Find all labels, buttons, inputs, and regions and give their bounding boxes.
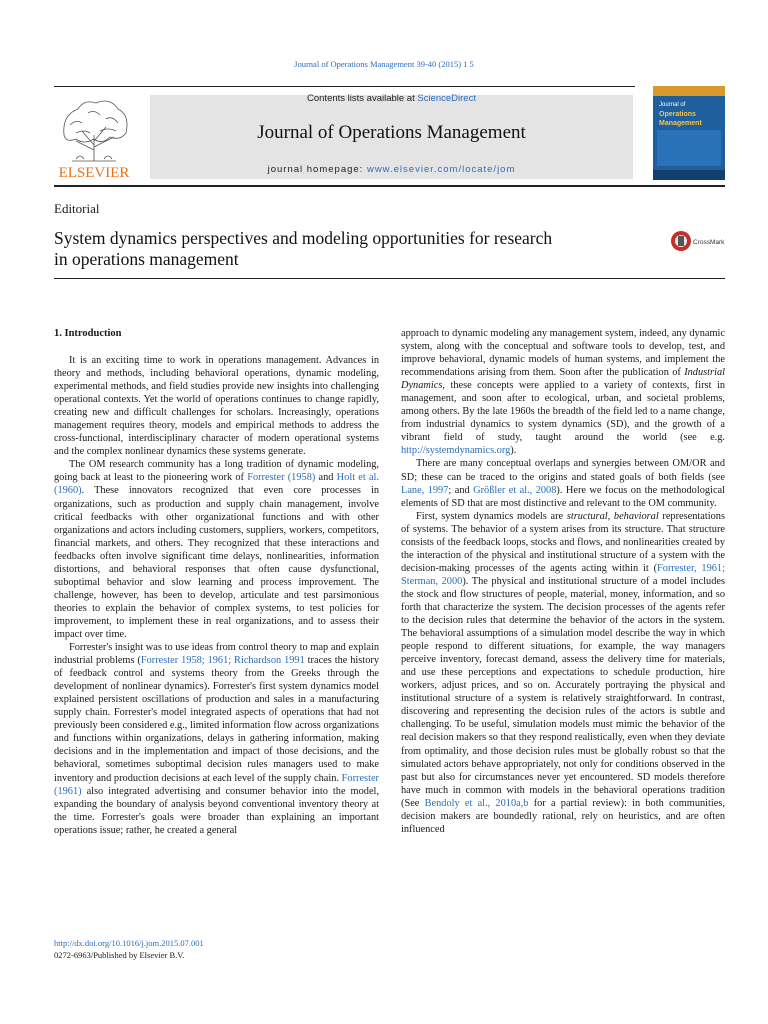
paragraph-6: First, system dynamics models are structural, behavioral representations of systems. The behavior of a system arises from its structure. That structure consists of the feedback loops, stocks and flows, and nonlinearities created by the interaction of the physical and institutional structure of a system with the decision-making processes of the agents acting within it (Forrester, 1961; Sterman, 2000). The physical and institutional structure of a model includes the stock and flow structures of people, material, money, information, and so forth that characterize the system. The decision processes of the agents refer to the decision rules that determine the behavior of the actors in the system. The behavioral assumptions of a simulation model describe the way in which people respond to different situations, for example, the way managers perceive inventory, forecast demand, assess the delivery time for materials, and use these perceptions and expectations to schedule production, hire workers, adjust prices, and so on. Accurately portraying the physical and institutional structure of a system is relatively straightforward. In contrast, discovering and representing the decision rules of the actors is subtle and challenging. To be useful, simulation models must mimic the behavior of the real decision makers so that they respond realistically, even when they deviate from optimality, and those decision rules must be globally robust so that the simulated actors behave appropriately, not only for conditions observed in the past but also for circumstances never yet encountered. SD models therefore have much in common with models in the behavioral operations tradition (See Bendoly et al., 2010a,b for a partial review): in both communities, decision makers are boundedly rational, rely on heuristics, and are often influenced bbox=[401, 510, 726, 835]
systemdynamics-link[interactable]: http://systemdynamics.org bbox=[401, 445, 511, 457]
left-column bbox=[54, 327, 379, 837]
contents-line bbox=[150, 93, 633, 104]
sciencedirect-link[interactable]: ScienceDirect bbox=[417, 93, 476, 104]
svg-text:Journal of: Journal of bbox=[659, 102, 686, 108]
homepage-link[interactable]: www.elsevier.com/locate/jom bbox=[366, 164, 516, 175]
paragraph-4: approach to dynamic modeling any management system, indeed, any dynamic system, along with the conceptual and software tools to develop, test, and improve behavioral, dynamic models of human systems, and implement the recommendations arising from them. Soon after the publication of Industrial Dynamics, these concepts were applied to a variety of contexts, first in management, and soon after to ecological, urban, and societal problems, among others. By the late 1960s the breadth of the field led to a name change, from industrial dynamics to system dynamics (SD), and the growth of a vibrant field of study, taught around the world (see e.g. http://systemdynamics.org). bbox=[401, 328, 725, 457]
citation-forrester-1961[interactable]: Forrester (1961) bbox=[54, 772, 379, 797]
journal-title: Journal of Operations Management bbox=[257, 122, 526, 143]
paragraph-5: There are many conceptual overlaps and synergies between OM/OR and SD; these can be traced to the origins and stated goals of both fields (see Lane, 1997; and Größler et al., 2008). Here we focus on the methodological elements of SD that are most distinctive and relevant to the OM community. bbox=[401, 458, 725, 509]
elsevier-tree-logo bbox=[54, 95, 134, 181]
citation-holt-1960[interactable]: Holt et al. (1960) bbox=[54, 472, 379, 497]
citation-forrester-richardson[interactable]: Forrester 1958; 1961; Richardson 1991 bbox=[140, 655, 305, 667]
journal-cover-thumbnail bbox=[653, 86, 725, 180]
issn-line: 0272-6963/Published by Elsevier B.V. bbox=[54, 950, 185, 960]
running-head: Journal of Operations Management 39-40 (2015) 1 5 bbox=[294, 59, 474, 69]
title-rule bbox=[54, 278, 725, 279]
top-rule bbox=[54, 86, 635, 87]
homepage-prefix: journal homepage: bbox=[267, 164, 367, 175]
paragraph-3: Forrester's insight was to use ideas from control theory to map and explain industrial problems (Forrester 1958; 1961; Richardson 1991 traces the history of feedback control and systems theory from the Greeks through the development of nonlinear dynamics). Forrester's first system dynamics model explained persistent oscillations of production and sales in a manufacturing supply chain. Forrester's model integrated aspects of operations that had not previously been considered e.g., limited information flow across organizations and functions within organizations, delays in gathering information, making decisions and in the implementation and impact of those decisions, and the behavioral, sometimes suboptimal decision rules managers used to make inventory and production decisions at each level of the supply chain. Forrester (1961) also integrated advertising and consumer behavior into the model, expanding the boundary of analysis beyond conventional inventory theory at the time. Forrester's goals were broader than explaining an important operations issue; rather, he created a general bbox=[54, 642, 379, 836]
citation-forrester-sterman[interactable]: Forrester, 1961; Sterman, 2000 bbox=[401, 562, 725, 587]
homepage-line bbox=[150, 164, 633, 175]
svg-text:Management: Management bbox=[659, 120, 702, 127]
svg-text:Operations: Operations bbox=[659, 111, 696, 118]
section-heading: 1. Introduction bbox=[54, 328, 122, 339]
article-section-type: Editorial bbox=[54, 201, 100, 216]
article-title-line-2: in operations management bbox=[54, 249, 239, 269]
crossmark-icon[interactable] bbox=[670, 230, 730, 252]
paragraph-1: It is an exciting time to work in operations management. Advances in theory and methods, including behavioral operations, dynamic modeling, experimental methods, and field studies provide new insights into challenging operational contexts. Yet the world of operations continues to change rapidly, creating new and difficult challenges for scholars. Increasingly, operations management requires theory, models and empirical methods to address the cross-functional, interdisciplinary character of modern operational systems and the complex nonlinear dynamics these systems generate. bbox=[54, 355, 379, 458]
article-title bbox=[54, 228, 654, 270]
citation-lane-1997[interactable]: Lane, 1997 bbox=[401, 484, 449, 496]
citation-forrester-1958[interactable]: Forrester (1958) bbox=[247, 472, 316, 484]
footer bbox=[54, 937, 204, 961]
svg-text:CrossMark: CrossMark bbox=[693, 239, 725, 246]
paragraph-2: The OM research community has a long tradition of dynamic modeling, going back at least to the pioneering work of Forrester (1958) and Holt et al. (1960). These innovators recognized that even core processes in organizations, such as production and supply chain management, involve critical feedbacks with other organizational functions and with other organizations and actors including customers, suppliers, workers, competitors, financial markets, and others. They recognized that these interactions and feedbacks often involve significant time delays, nonlinearities, information distortions, and behavioral responses that often cause dysfunctional, suboptimal behavior and slow learning and process improvement. The challenge, however, has been to develop, articulate and test parsimonious theories to explain the behavior of complex systems, to test policies for improvement, to implement these in real organizations, and to assess their impact over time. bbox=[54, 459, 379, 640]
header-bottom-rule bbox=[54, 185, 725, 187]
contents-prefix: Contents lists available at bbox=[307, 93, 418, 104]
citation-bendoly-2010[interactable]: Bendoly et al., 2010a,b bbox=[424, 797, 529, 809]
right-column bbox=[401, 327, 725, 836]
citation-grossler-2008[interactable]: Größler et al., 2008 bbox=[473, 484, 557, 496]
article-title-line-1: System dynamics perspectives and modeling opportunities for research bbox=[54, 228, 553, 248]
elsevier-wordmark: ELSEVIER bbox=[58, 165, 130, 181]
doi-link[interactable]: http://dx.doi.org/10.1016/j.jom.2015.07.001 bbox=[54, 938, 204, 948]
